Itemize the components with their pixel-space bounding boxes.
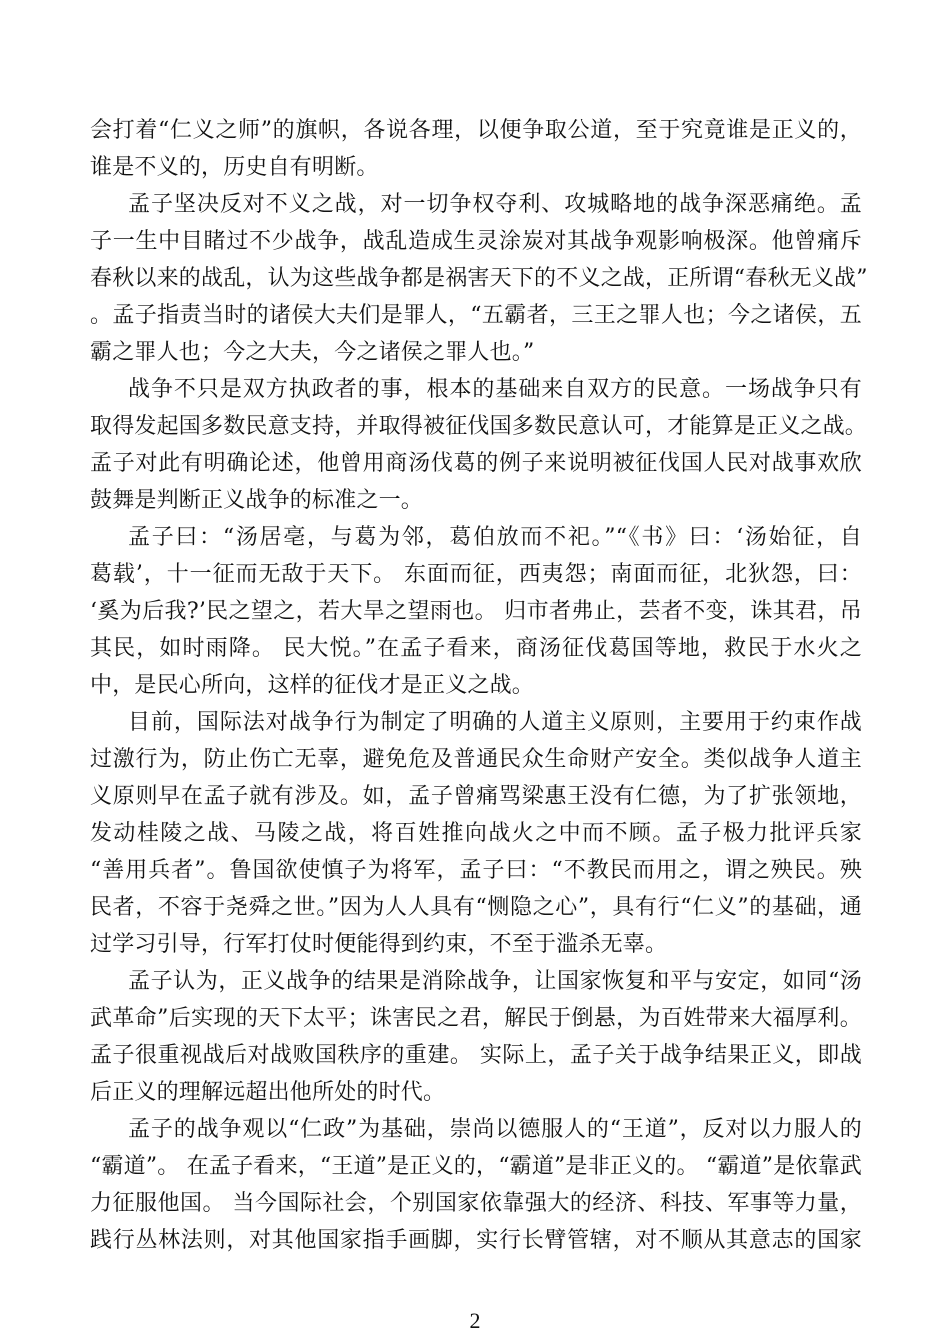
text-line: 孟子曰：“汤居亳，与葛为邻，葛伯放而不祀。”“《书》曰：‘汤始征，自 [128,525,862,550]
text-line: 中，是民心所向，这样的征伐才是正义之战。 [90,673,535,698]
paragraph-1 [90,112,862,186]
text-line: 后正义的理解远超出他所处的时代。 [90,1080,446,1105]
text-line: 葛载’，十一征而无敌于天下。 东面而征，西夷怨；南面而征，北狄怨，曰： [90,562,862,587]
paragraph-6 [90,963,862,1111]
text-line: 取得发起国多数民意支持，并取得被征伐国多数民意认可，才能算是正义之战。 [90,414,868,439]
text-line: 过激行为，防止伤亡无辜，避免危及普通民众生命财产安全。类似战争人道主 [90,747,862,772]
paragraph-7 [90,1111,862,1259]
text-line: 发动桂陵之战、马陵之战，将百姓推向战火之中而不顾。孟子极力批评兵家 [90,821,862,846]
paragraph-5 [90,704,862,963]
text-line: 孟子的战争观以“仁政”为基础，崇尚以德服人的“王道”，反对以力服人的 [128,1117,862,1142]
text-line: 武革命”后实现的天下太平；诛害民之君，解民于倒悬，为百姓带来大福厚利。 [90,1006,862,1031]
text-line: 孟子认为，正义战争的结果是消除战争，让国家恢复和平与安定，如同“汤 [128,969,862,994]
page-number: 2 [469,1308,481,1333]
text-line: 孟子坚决反对不义之战，对一切争权夺利、攻城略地的战争深恶痛绝。孟 [128,192,862,217]
paragraph-2 [90,186,868,371]
text-line: “善用兵者”。鲁国欲使慎子为将军，孟子曰：“不教民而用之，谓之殃民。殃 [90,858,862,883]
text-line: 力征服他国。 当今国际社会，个别国家依靠强大的经济、科技、军事等力量， [90,1191,862,1216]
text-line: 。孟子指责当时的诸侯大夫们是罪人，“五霸者，三王之罪人也；今之诸侯，五 [90,303,862,328]
text-line: 孟子对此有明确论述，他曾用商汤伐葛的例子来说明被征伐国人民对战事欢欣 [90,451,862,476]
text-line: “霸道”。 在孟子看来，“王道”是正义的，“霸道”是非正义的。 “霸道”是依靠武 [90,1154,862,1179]
paragraph-3 [90,371,868,519]
text-line: 其民，如时雨降。 民大悦。”在孟子看来，商汤征伐葛国等地，救民于水火之 [90,636,862,661]
body-text [90,112,868,1259]
text-line: 会打着“仁义之师”的旗帜，各说各理，以便争取公道，至于究竟谁是正义的， [90,118,862,143]
text-line: 目前，国际法对战争行为制定了明确的人道主义原则，主要用于约束作战 [128,710,862,735]
text-line: 战争不只是双方执政者的事，根本的基础来自双方的民意。一场战争只有 [128,377,862,402]
text-line: 践行丛林法则，对其他国家指手画脚，实行长臂管辖，对不顺从其意志的国家 [90,1228,862,1253]
text-line: 霸之罪人也；今之大夫，今之诸侯之罪人也。” [90,340,535,365]
text-line: 过学习引导，行军打仗时便能得到约束，不至于滥杀无辜。 [90,932,668,957]
text-line: 孟子很重视战后对战败国秩序的重建。 实际上，孟子关于战争结果正义，即战 [90,1043,862,1068]
text-line: 子一生中目睹过不少战争，战乱造成生灵涂炭对其战争观影响极深。他曾痛斥 [90,229,862,254]
text-line: 义原则早在孟子就有涉及。如，孟子曾痛骂梁惠王没有仁德，为了扩张领地， [90,784,862,809]
text-line: 谁是不义的，历史自有明断。 [90,155,379,180]
text-line: 民者，不容于尧舜之世。”因为人人具有“恻隐之心”，具有行“仁义”的基础，通 [90,895,862,920]
text-line: ‘奚为后我?’民之望之，若大旱之望雨也。 归市者弗止，芸者不变，诛其君，吊 [90,599,862,624]
text-line: 春秋以来的战乱，认为这些战争都是祸害天下的不义之战，正所谓“春秋无义战” [90,266,868,291]
text-line: 鼓舞是判断正义战争的标准之一。 [90,488,424,513]
paragraph-4 [90,519,862,704]
